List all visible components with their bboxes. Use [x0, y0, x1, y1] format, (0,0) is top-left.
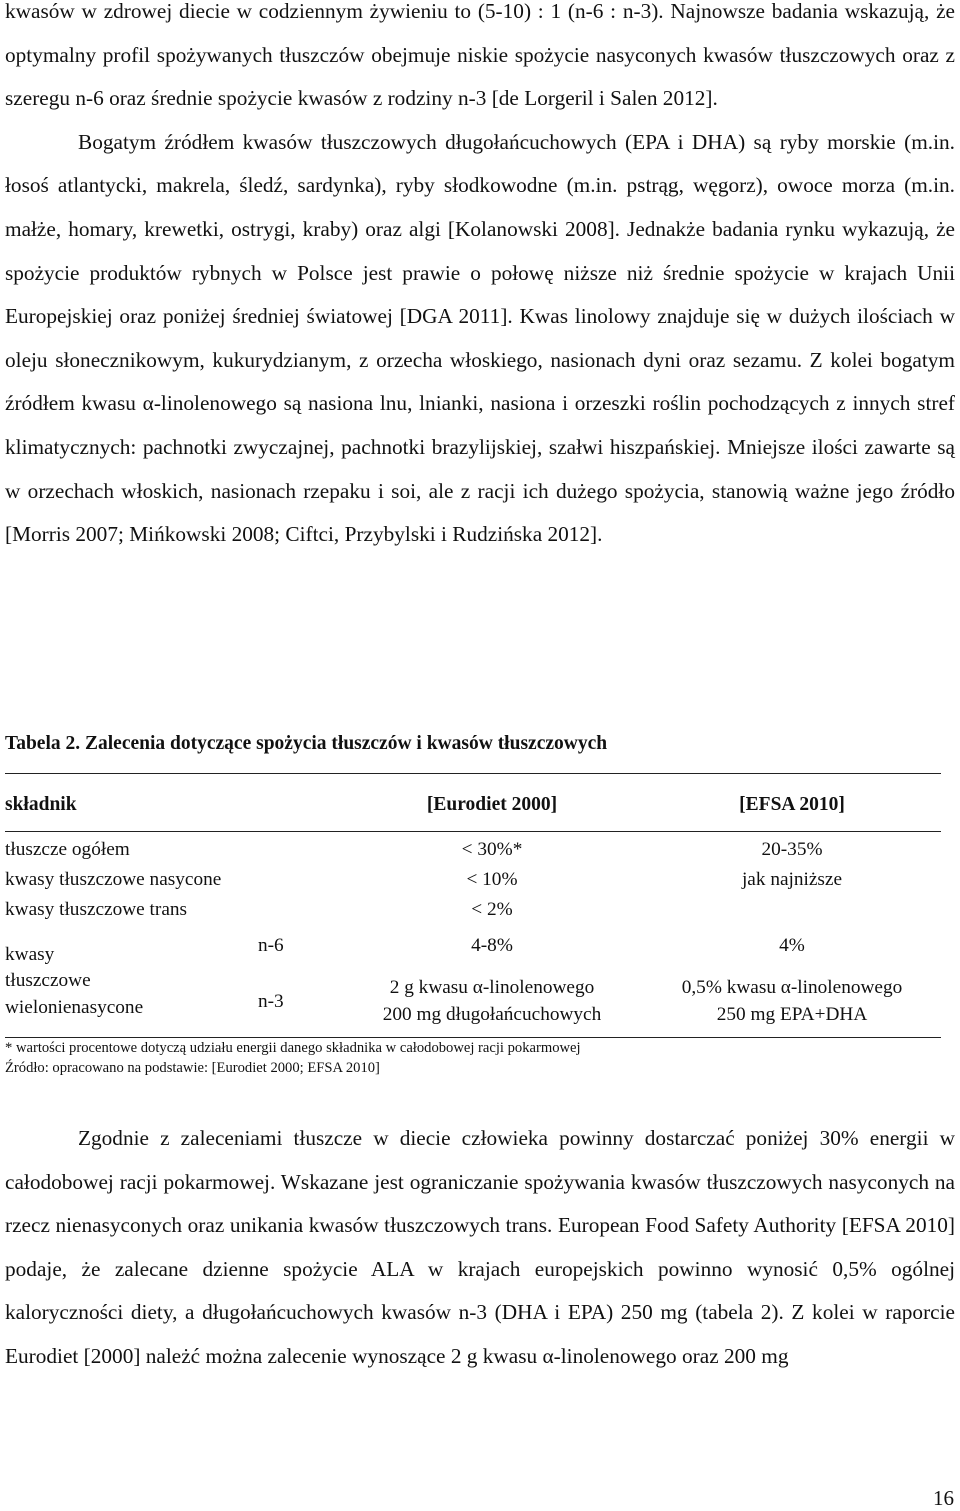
row-label: tłuszcze ogółem [5, 839, 130, 860]
table-source: Źródło: opracowano na podstawie: [Eurodiet 2000; EFSA 2010] [5, 1060, 380, 1076]
paragraph-text: Bogatym źródłem kwasów tłuszczowych długołańcuchowych (EPA i DHA) są ryby morskie (m.in. łosoś atlantycki, makrela, śledź, sardynka), ryby słodkowodne (m.in. pstrąg, węgorz), owoce morza (m.in. małże, homary, krewetki, ostrygi, kraby) oraz algi [Kolanowski 2008]. Jednakże badania rynku wykazują, że spożycie produktów rybnych w Polsce jest prawie o połowę niższe niż średnie spożycie w krajach Unii Europejskiej oraz poniżej średniej światowej [DGA 2011]. Kwas linolowy znajduje się w dużych ilościach w oleju słonecznikowym, kukurydzianym, z orzecha włoskiego, nasionach dyni oraz sezamu. Z kolei bogatym źródłem kwasu α-linolenowego są nasiona lnu, lnianki, nasiona i orzeszki roślin pochodzących z innych stref klimatycznych: pachnotki zwyczajnej, pachnotki brazylijskiej, szałwi hiszpańskiej. Mniejsze ilości zawarte są w orzechach włoskich, nasionach rzepaku i soi, ale z racji ich dużego spożycia, stanowią ważne jego źródło [Morris 2007; Mińkowski 2008; Ciftci, Przybylski i Rudzińska 2012]. [5, 129, 955, 547]
row-eurodiet-value: < 2% [471, 899, 513, 920]
n6-efsa-value: 4% [779, 935, 805, 956]
header-eurodiet: [Eurodiet 2000] [426, 794, 558, 815]
pufa-label: kwasy [5, 944, 55, 965]
n3-eurodiet-value: 2 g kwasu α-linolenowego [389, 977, 595, 998]
pufa-label: wielonienasycone [5, 997, 144, 1018]
page-number: 16 [933, 1486, 954, 1510]
n3-efsa-value: 250 mg EPA+DHA [716, 1004, 868, 1025]
table-footnote: * wartości procentowe dotyczą udziału energii danego składnika w całodobowej racji pokarmowej [5, 1040, 581, 1056]
n6-eurodiet-value: 4-8% [471, 935, 513, 956]
n3-label: n-3 [258, 991, 284, 1012]
header-skladnik: składnik [5, 794, 77, 815]
n3-eurodiet-value: 200 mg długołańcuchowych [382, 1004, 602, 1025]
row-label: kwasy tłuszczowe trans [5, 899, 188, 920]
n3-efsa-value: 0,5% kwasu α-linolenowego [681, 977, 903, 998]
n6-label: n-6 [258, 935, 284, 956]
header-efsa: [EFSA 2010] [739, 794, 845, 815]
paragraph-text: kwasów w zdrowej diecie w codziennym żywieniu to (5-10) : 1 (n-6 : n-3). Najnowsze badania wskazują, że optymalny profil spożywanych tłuszczów obejmuje niskie spożycie nasyconych kwasów tłuszczowych oraz z szeregu n-6 oraz średnie spożycie kwasów z rodziny n-3 [de Lorgeril i Salen 2012]. [5, 0, 955, 111]
body-paragraph: Zgodnie z zaleceniami tłuszcze w diecie człowieka powinny dostarczać poniżej 30% energii w całodobowej racji pokarmowej. Wskazane jest ograniczanie spożywania kwasów tłuszczowych nasyconych na rzecz nienasyconych oraz unikania kwasów tłuszczowych trans. European Food Safety Authority [EFSA 2010] podaje, że zalecane dzienne spożycie ALA w krajach europejskich powinno wynosić 0,5% ogólnej kaloryczności diety, a długołańcuchowych kwasów n-3 (DHA i EPA) 250 mg (tabela 2). Z kolei w raporcie Eurodiet [2000] należć można zalecenie wynoszące 2 g kwasu α-linolenowego oraz 200 mg [5, 1126, 955, 1368]
row-eurodiet-value: < 30%* [461, 839, 523, 860]
pufa-label: tłuszczowe [5, 970, 91, 991]
body-paragraph [5, 0, 955, 557]
table-top-rule [5, 773, 941, 774]
row-eurodiet-value: < 10% [466, 869, 518, 890]
table-bottom-rule [5, 1037, 941, 1038]
row-efsa-value: jak najniższe [741, 869, 843, 890]
table-caption: Tabela 2. Zalecenia dotyczące spożycia tłuszczów i kwasów tłuszczowych [5, 733, 608, 754]
row-label: kwasy tłuszczowe nasycone [5, 869, 222, 890]
row-efsa-value: 20-35% [761, 839, 823, 860]
table-header-rule [5, 831, 941, 832]
